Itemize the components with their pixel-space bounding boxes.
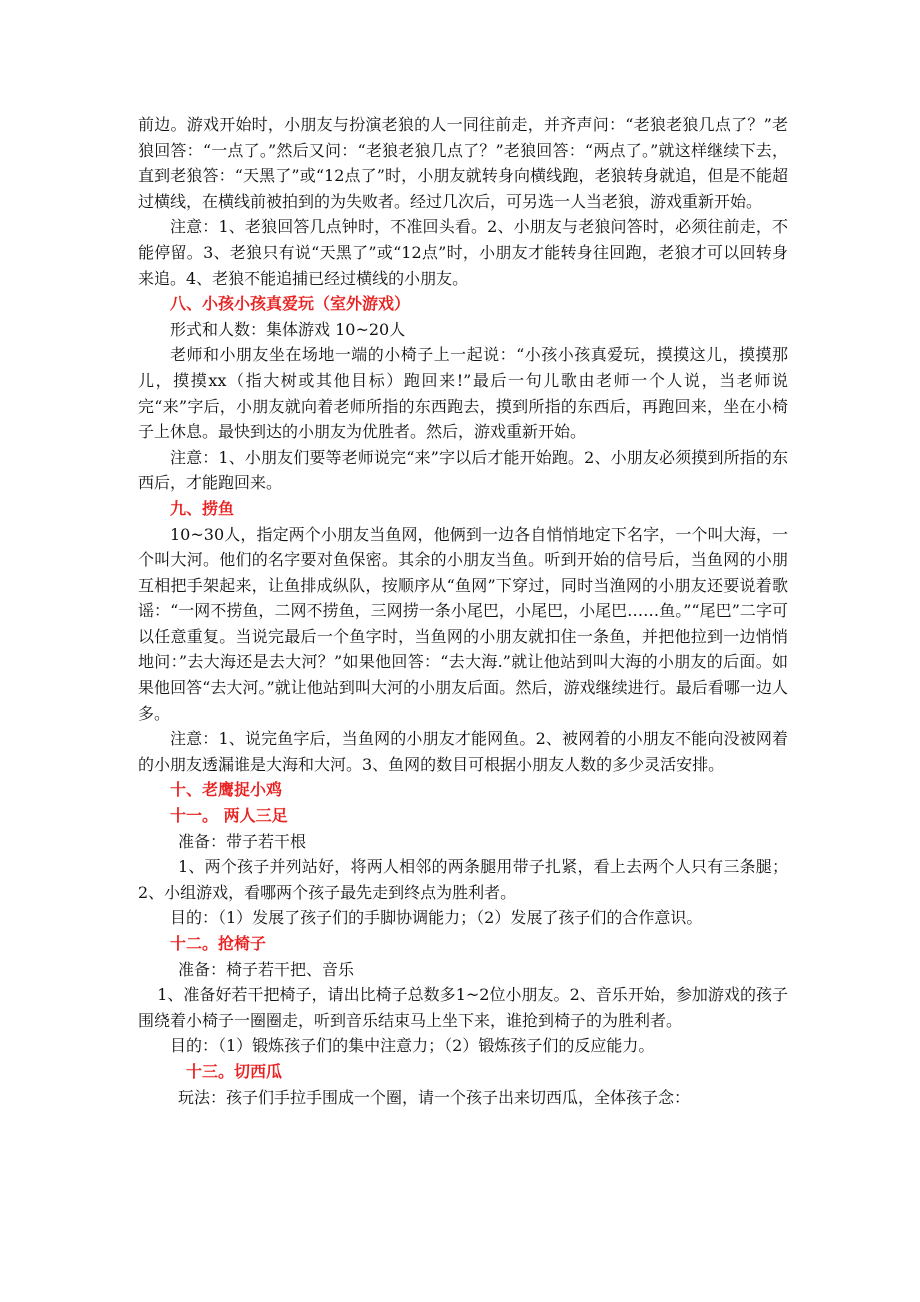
paragraph-three-legs-goal: 目的：（1）发展了孩子们的手脚协调能力；（2）发展了孩子们的合作意识。: [170, 908, 703, 928]
paragraph-kids-play-rules: 老师和小朋友坐在场地一端的小椅子上一起说：“小孩小孩真爱玩，摸摸这儿，摸摸那儿，摸摸xx（指大树或其他目标）跑回来!”最后一句儿歌由老师一个人说，当老师说完“来”字后，小朋友就向着老师所指的东西跑去，摸到所指的东西后，再跑回来，坐在小椅子上休息。最快到达的小朋友为优胜者。然后，游戏重新开始。: [138, 345, 788, 442]
paragraph-format-and-players: 形式和人数：集体游戏 10~20人: [170, 319, 406, 339]
section-heading-11: 十一。 两人三足: [170, 806, 288, 826]
paragraph-wolf-game-continued: 前边。游戏开始时，小朋友与扮演老狼的人一同往前走，并齐声问：“老狼老狼几点了？”老狼回答：“一点了。”然后又问：“老狼老狼几点了？”老狼回答：“两点了。”就这样继续下去，直到老狼答：“天黑了”或“12点了”时，小朋友就转身向横线跑，老狼转身就追，但是不能超过横线，在横线前被拍到的为失败者。经过几次后，可另选一人当老狼，游戏重新开始。: [138, 115, 788, 211]
paragraph-wolf-game-notes: 注意：1、老狼回答几点钟时，不准回头看。2、小朋友与老狼问答时，必须往前走，不能停留。3、老狼只有说“天黑了”或“12点”时，小朋友才能转身往回跑，老狼才可以回转身来追。4、老狼不能追捕已经过横线的小朋友。: [138, 217, 788, 288]
paragraph-fishing-rules: 10~30人，指定两个小朋友当鱼网，他俩到一边各自悄悄地定下名字，一个叫大海，一个叫大河。他们的名字要对鱼保密。其余的小朋友当鱼。听到开始的信号后，当鱼网的小朋互相把手架起来，让鱼排成纵队，按顺序从“鱼网”下穿过，同时当渔网的小朋友还要说着歌谣：“一网不捞鱼，二网不捞鱼，三网捞一条小尾巴，小尾巴，小尾巴……鱼。”“尾巴”二字可以任意重复。当说完最后一个鱼字时，当鱼网的小朋友就扣住一条鱼，并把他拉到一边悄悄地问：”去大海还是去大河？”如果他回答：“去大海.”就让他站到叫大海的小朋友的后面。如果他回答“去大河。”就让他站到叫大河的小朋友后面。然后，游戏继续进行。最后看哪一边人多。: [138, 524, 788, 723]
section-heading-8: 八、小孩小孩真爱玩（室外游戏）: [170, 294, 411, 314]
paragraph-kids-play-notes: 注意：1、小朋友们要等老师说完“来”字以后才能开始跑。2、小朋友必须摸到所指的东西后，才能跑回来。: [138, 447, 788, 493]
paragraph-three-legs-rules: 1、两个孩子并列站好，将两人相邻的两条腿用带子扎紧，看上去两个人只有三条腿；2、小组游戏，看哪两个孩子最先走到终点为胜利者。: [138, 857, 788, 902]
paragraph-chairs-prep: 准备：椅子若干把、音乐: [178, 959, 355, 979]
section-heading-13: 十三。切西瓜: [186, 1061, 283, 1081]
paragraph-chairs-rules: 1、准备好若干把椅子，请出比椅子总数多1~2位小朋友。2、音乐开始，参加游戏的孩子围绕着小椅子一圈圈走，听到音乐结束马上坐下来，谁抢到椅子的为胜利者。: [138, 985, 788, 1030]
section-heading-9: 九、捞鱼: [170, 498, 235, 518]
document-body: [138, 112, 788, 1110]
paragraph-fishing-notes: 注意：1、说完鱼字后，当鱼网的小朋友才能网鱼。2、被网着的小朋友不能向没被网着的小朋友透漏谁是大海和大河。3、鱼网的数目可根据小朋友人数的多少灵活安排。: [138, 729, 788, 774]
section-heading-12: 十二。抢椅子: [170, 934, 267, 953]
paragraph-watermelon-rules: 玩法：孩子们手拉手围成一个圈，请一个孩子出来切西瓜，全体孩子念：: [178, 1087, 691, 1107]
paragraph-chairs-goal: 目的：（1）锻炼孩子们的集中注意力；（2）锻炼孩子们的反应能力。: [170, 1036, 655, 1056]
paragraph-three-legs-prep: 准备：带子若干根: [178, 831, 307, 851]
section-heading-10: 十、老鹰捉小鸡: [170, 780, 283, 800]
